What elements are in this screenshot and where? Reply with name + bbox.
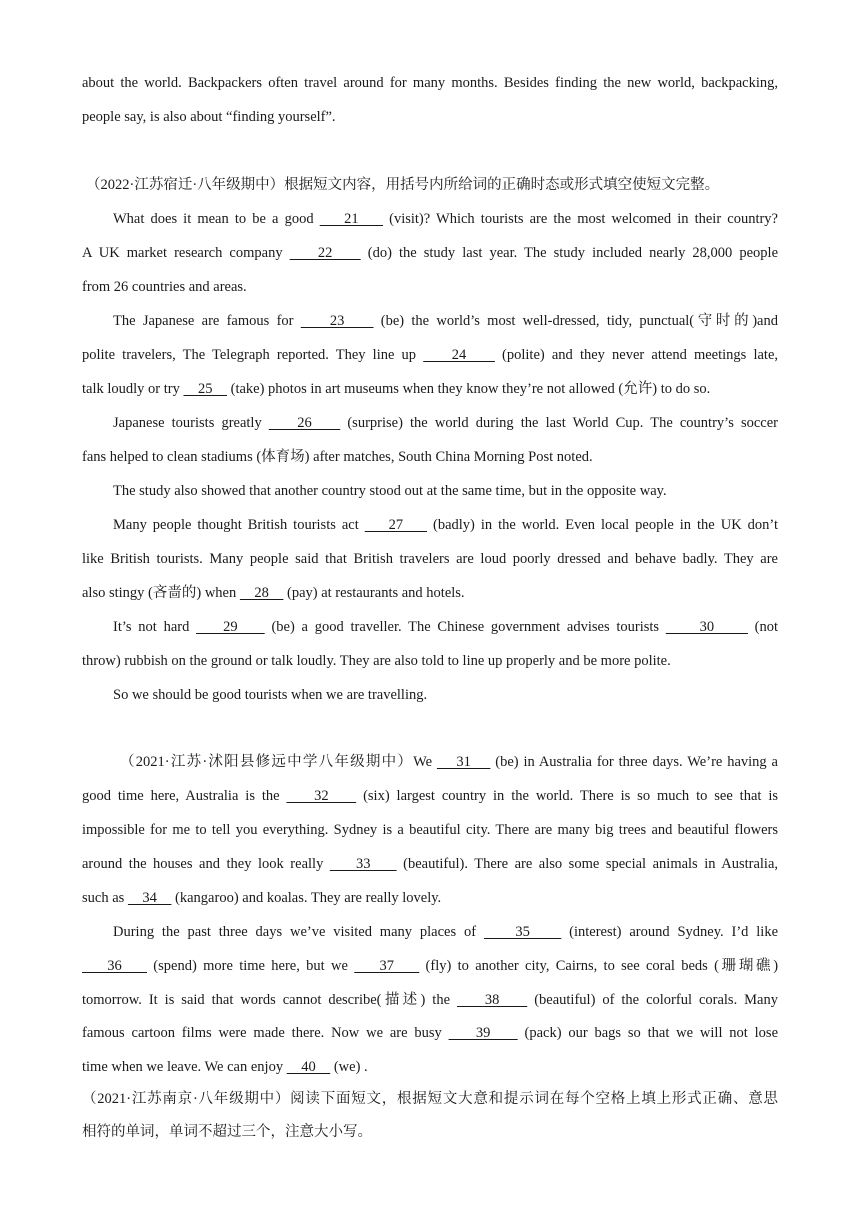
text-line: people say, is also about “finding yourself”. (82, 109, 336, 125)
section-header: 相符的单词，单词不超过三个，注意大小写。 (82, 1124, 372, 1140)
text-segment: talk loudly or try (82, 381, 184, 397)
text-segment: （2021·江苏·沭阳县修远中学八年级期中）We (120, 754, 437, 770)
text-segment: famous cartoon films were made there. Now we are busy (82, 1025, 449, 1041)
text-line: fans helped to clean stadiums (体育场) after matches, South China Morning Post noted. (82, 449, 593, 465)
text-line (82, 379, 778, 399)
text-segment: (polite) and they never attend meetings late, (494, 347, 779, 363)
text-line (82, 583, 778, 603)
text-line (82, 990, 778, 1010)
text-line (113, 515, 778, 535)
answer-blank: 24 (423, 347, 495, 363)
text-line (82, 786, 778, 806)
answer-blank: 33 (329, 856, 397, 872)
text-line (82, 854, 778, 874)
text-segment: (surprise) the world during the last World Cup. The country’s soccer (340, 415, 778, 431)
answer-blank: 34 (127, 890, 172, 906)
text-segment: A UK market research company (82, 245, 290, 261)
text-segment: (interest) around Sydney. I’d like (561, 924, 779, 940)
text-line (120, 752, 778, 772)
text-line (113, 413, 778, 433)
text-line (113, 311, 778, 331)
answer-blank: 39 (448, 1025, 518, 1041)
answer-blank: 40 (286, 1059, 331, 1075)
text-line: impossible for me to tell you everything. Sydney is a beautiful city. There are many big trees and beautiful flowers (82, 822, 778, 838)
text-line (82, 345, 778, 365)
text-line: The study also showed that another country stood out at the same time, but in the opposite way. (113, 483, 667, 499)
answer-blank: 32 (286, 788, 357, 804)
text-line (82, 243, 778, 263)
text-segment: around the houses and they look really (82, 856, 330, 872)
text-line (82, 1057, 778, 1077)
text-line (113, 617, 778, 637)
answer-blank: 21 (319, 211, 384, 227)
answer-blank: 23 (300, 313, 374, 329)
answer-blank: 27 (364, 517, 428, 533)
answer-blank: 38 (457, 992, 528, 1008)
text-segment: (pack) our bags so that we will not lose (517, 1025, 779, 1041)
text-line (82, 888, 778, 908)
text-segment: (beautiful) of the colorful corals. Many (527, 992, 778, 1008)
text-segment: It’s not hard (113, 619, 197, 635)
text-segment: (six) largest country in the world. There is so much to see that is (356, 788, 778, 804)
answer-blank: 37 (354, 958, 420, 974)
text-segment: also stingy (吝啬的) when (82, 585, 240, 601)
text-segment: (we) . (330, 1059, 368, 1075)
answer-blank: 30 (665, 619, 748, 635)
answer-blank: 28 (239, 585, 284, 601)
text-segment: (be) the world’s most well-dressed, tidy, punctual(守时的)and (373, 313, 778, 329)
text-segment: Japanese tourists greatly (113, 415, 269, 431)
section-header: （2022·江苏宿迁·八年级期中）根据短文内容，用括号内所给词的正确时态或形式填空使短文完整。 (86, 177, 720, 193)
text-segment: What does it mean to be a good (113, 211, 320, 227)
text-segment: (kangaroo) and koalas. They are really lovely. (171, 890, 442, 906)
text-segment: such as (82, 890, 128, 906)
text-line: like British tourists. Many people said that British travelers are loud poorly dressed and behave badly. They are (82, 551, 778, 567)
text-segment: (do) the study last year. The study included nearly 28,000 people (360, 245, 778, 261)
answer-blank: 36 (82, 958, 147, 974)
text-segment: (visit)? Which tourists are the most welcomed in their country? (383, 211, 778, 227)
section-header: （2021·江苏南京·八年级期中）阅读下面短文，根据短文大意和提示词在每个空格上填上形式正确、意思 (82, 1091, 778, 1107)
answer-blank: 25 (183, 381, 227, 397)
text-segment: (be) in Australia for three days. We’re having a (490, 754, 778, 770)
text-segment: polite travelers, The Telegraph reported. They line up (82, 347, 424, 363)
answer-blank: 22 (289, 245, 361, 261)
text-segment: (be) a good traveller. The Chinese government advises tourists (264, 619, 666, 635)
text-line (113, 209, 778, 229)
answer-blank: 31 (436, 754, 491, 770)
answer-blank: 29 (196, 619, 265, 635)
text-line: So we should be good tourists when we are travelling. (113, 687, 428, 703)
answer-blank: 26 (268, 415, 341, 431)
text-segment: (fly) to another city, Cairns, to see coral beds (珊瑚礁) (419, 958, 779, 974)
text-line: throw) rubbish on the ground or talk loudly. They are also told to line up properly and be more polite. (82, 653, 671, 669)
text-segment: (badly) in the world. Even local people in the UK don’t (427, 517, 778, 533)
text-segment: (pay) at restaurants and hotels. (283, 585, 465, 601)
text-segment: (not (747, 619, 779, 635)
text-line (113, 922, 778, 942)
text-segment: (beautiful). There are also some special animals in Australia, (396, 856, 779, 872)
text-line: from 26 countries and areas. (82, 279, 247, 295)
text-line: about the world. Backpackers often travel around for many months. Besides finding the new world, backpacking, (82, 75, 778, 91)
text-segment: good time here, Australia is the (82, 788, 287, 804)
text-segment: During the past three days we’ve visited many places of (113, 924, 484, 940)
text-segment: Many people thought British tourists act (113, 517, 365, 533)
text-segment: tomorrow. It is said that words cannot describe(描述) the (82, 992, 457, 1008)
text-line (82, 956, 778, 976)
answer-blank: 35 (483, 924, 562, 940)
text-line (82, 1023, 778, 1043)
text-segment: (spend) more time here, but we (147, 958, 355, 974)
text-segment: The Japanese are famous for (113, 313, 301, 329)
text-segment: (take) photos in art museums when they know they’re not allowed (允许) to do so. (227, 381, 711, 397)
text-segment: time when we leave. We can enjoy (82, 1059, 287, 1075)
